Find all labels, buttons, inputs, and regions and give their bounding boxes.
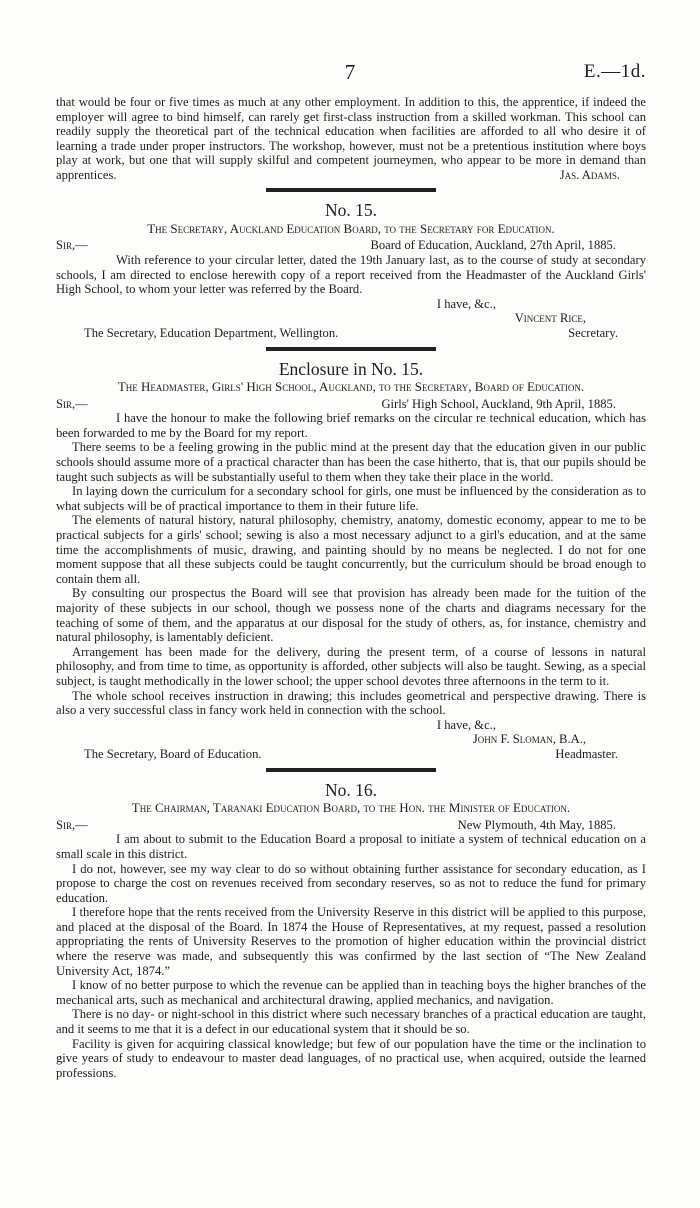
enclosure-from-line: The Headmaster, Girls' High School, Auckland, to the Secretary, Board of Education. — [117, 379, 585, 395]
enclosure-paragraph: In laying down the curriculum for a secondary school for girls, one must be influenced by the consideration as to what subjects will be of practical importance to them in their future life. — [56, 484, 646, 513]
no15-signer-title: Secretary. — [568, 325, 618, 340]
enclosure-heading: Enclosure in No. 15. — [278, 358, 424, 379]
intro-paragraph: that would be four or five times as much at any other employment. In addition to this, the apprentice, if indeed the employer will agree to bind himself, can rarely get first-class instruction from a skilled workman. This school can readily supply the theoretical part of the technical education when facilities are afforded to all who desire it of learning a trade under proper instructors. The workshop, however, must not be a pretentious institution where boys play at work, but one that will supply skilful and competent journeymen, who appear to be more in demand than apprentices. — [56, 95, 646, 182]
enclosure-signer: John F. Sloman, B.A., — [472, 732, 586, 747]
page-content — [56, 95, 646, 1080]
no16-paragraph: I know of no better purpose to which the revenue can be applied than in teaching boys the higher branches of the mechanical arts, such as mechanical and architectural drawing, applied mechanics, and navigation. — [56, 978, 646, 1007]
enclosure-closing: I have, &c., — [436, 717, 496, 732]
enclosure-paragraph: By consulting our prospectus the Board will see that provision has already been made for the tuition of the majority of these subjects in our school, though we possess none of the charts and diagrams necessary for the teaching of some of them, and the apparatus at our disposal for the study of others, as, for instance, chemistry and natural philosophy, is lamentably deficient. — [56, 586, 646, 645]
document-reference: E.—1d. — [583, 61, 646, 82]
no15-salutation: Sir,— — [56, 238, 88, 253]
enclosure-addressee: The Secretary, Board of Education. — [84, 746, 262, 761]
no15-heading: No. 15. — [324, 200, 377, 221]
no16-paragraph: I am about to submit to the Education Board a proposal to initiate a system of technical education on a small scale in this district. — [56, 832, 646, 861]
no16-salutation: Sir,— — [56, 817, 88, 832]
no16-heading: No. 16. — [324, 779, 377, 800]
no16-place-date: New Plymouth, 4th May, 1885. — [457, 817, 616, 832]
no16-paragraph: There is no day- or night-school in this district where such necessary branches of a practical education are taught, and it seems to me that it is a defect in our educational system that it should be so. — [56, 1007, 646, 1037]
no15-signer: Vincent Rice, — [514, 311, 586, 326]
enclosure-paragraph: There seems to be a feeling growing in the public mind at the present day that the education given in our public schools should assume more of a practical character than has been the case hitherto, that is, that our pupils should be taught such subjects as will be substantially useful to them when they take their place in the world. — [56, 440, 646, 484]
intro-signature: Jas. Adams. — [559, 167, 620, 182]
enclosure-place-date: Girls' High School, Auckland, 9th April, 1885. — [381, 396, 616, 411]
enclosure-salutation: Sir,— — [56, 396, 88, 411]
enclosure-signer-title: Headmaster. — [555, 746, 618, 761]
section-divider — [266, 188, 436, 192]
no15-body: With reference to your circular letter, dated the 19th January last, as to the course of study at secondary schools, I am directed to enclose herewith copy of a report received from the Headmaster of the Auckland Girls' High School, to whom your letter was referred by the Board. — [56, 252, 646, 297]
no15-closing: I have, &c., — [436, 296, 496, 311]
enclosure-paragraph: The elements of natural history, natural philosophy, chemistry, anatomy, domestic economy, appear to me to be practical subjects for a girls' school; sewing is also a most necessary adjunct to a girl's education, and at the same time the accomplishments of music, drawing, and painting should by no means be neglected. I do not for one moment suppose that all these subjects could be taught concurrently, but the curriculum should be broad enough to contain them all. — [56, 513, 646, 586]
no15-from-line: The Secretary, Auckland Education Board, to the Secretary for Education. — [147, 220, 555, 236]
enclosure-paragraph: The whole school receives instruction in drawing; this includes geometrical and perspective drawing. There is also a very successful class in fancy work held in connection with the school. — [56, 688, 646, 718]
no16-salutation-line — [56, 818, 646, 833]
enclosure-addressee-line — [56, 747, 646, 762]
enclosure-paragraph: Arrangement has been made for the delivery, during the present term, of a course of lessons in natural philosophy, and from time to time, as opportunity is afforded, other subjects will also be taught. Sewing, as a special subject, is taught methodically in the lower school; the upper school devotes three afternoons in the term to it. — [56, 644, 646, 688]
no16-paragraph: I therefore hope that the rents received from the University Reserve in this district will be applied to this purpose, and placed at the disposal of the Board. In 1874 the House of Representatives, at my request, passed a resolution appropriating the rents of University Reserves to the promotion of higher education within the provincial district where the reserve was made, and subsequently this was confirmed by the last section of “The New Zealand University Act, 1874.” — [56, 905, 646, 978]
no16-paragraph: I do not, however, see my way clear to do so without obtaining further assistance for secondary education, as I propose to charge the cost on revenues received from secondary reserves, so as not to reduce the fund for primary education. — [56, 861, 646, 905]
no15-salutation-line — [56, 238, 646, 253]
enclosure-salutation-line — [56, 397, 646, 412]
section-divider — [266, 347, 436, 351]
no16-paragraph: Facility is given for acquiring classical knowledge; but few of our population have the time or the inclination to give years of study to endeavour to master dead languages, of no practical use, when acquired, outside the learned professions. — [56, 1036, 646, 1080]
page-number: 7 — [344, 60, 356, 84]
no16-from-line: The Chairman, Taranaki Education Board, to the Hon. the Minister of Education. — [131, 800, 571, 816]
no15-place-date: Board of Education, Auckland, 27th April, 1885. — [370, 238, 616, 253]
no15-addressee: The Secretary, Education Department, Wellington. — [84, 325, 339, 340]
section-divider — [266, 768, 436, 772]
enclosure-paragraph: I have the honour to make the following brief remarks on the circular re technical education, which has been forwarded to me by the Board for my report. — [56, 411, 646, 440]
no15-addressee-line — [56, 326, 646, 341]
